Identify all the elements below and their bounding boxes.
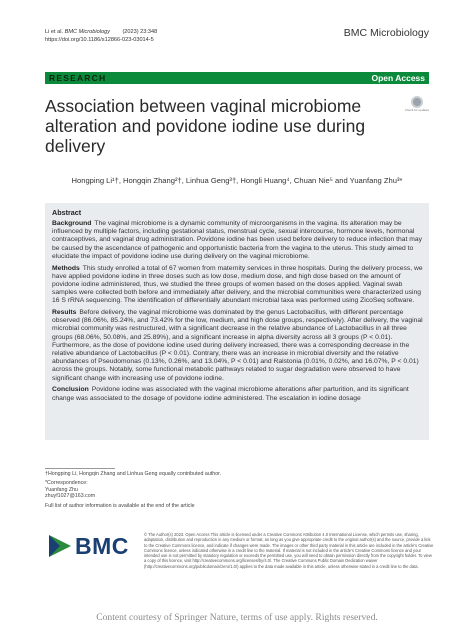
abstract-results: [52, 309, 424, 383]
abstract-box: [45, 203, 429, 440]
abstract-conclusion: [52, 386, 424, 402]
methods-text: This study enrolled a total of 67 women from maternity services in three hospitals. During the delivery process, we have applied povidone iodine in three doses such as low dose, medium dose, and high dose based on the amount of povidone iodine administered, thus, we studied the three groups of women based on the doses applied. Vaginal swab samples were collected both before and immediately after delivery, and the microbial communities were characterized using 16 S rRNA sequencing. The identification of differentially abundant microbial taxa was performed using ZicoSeq software.: [52, 264, 423, 305]
correspondence-name: Yuanfang Zhu: [45, 486, 78, 493]
bmc-logo-text: BMC: [75, 533, 129, 559]
courtesy-notice: Content courtesy of Springer Nature, terms of use apply. Rights reserved.: [96, 612, 378, 623]
journal-name: BMC Microbiology: [343, 27, 429, 39]
check-for-updates-caption: Check for updates: [404, 108, 430, 112]
citation-authors: Li et al.: [45, 29, 64, 35]
bmc-triangle-logo: [47, 531, 73, 561]
bmc-logo: [47, 531, 137, 561]
article-category: RESEARCH: [49, 73, 107, 83]
footnote-divider: [45, 468, 115, 469]
conclusion-label: Conclusion: [52, 386, 89, 394]
author-info-note: Full list of author information is available at the end of the article: [45, 502, 195, 509]
equal-contribution-note: †Hongping Li, Hongqin Zhang and Linhua Geng equally contributed author.: [45, 470, 222, 477]
article-type-banner: [45, 72, 429, 84]
article-title: Association between vaginal microbiome alteration and povidone iodine use during delivery: [45, 96, 366, 156]
background-label: Background: [52, 220, 92, 227]
citation-journal: BMC Microbiology: [64, 29, 110, 35]
doi-link[interactable]: https://doi.org/10.1186/s12866-023-03014-5: [45, 36, 154, 43]
check-for-updates-icon: [411, 96, 423, 108]
correspondence-block: [45, 480, 285, 500]
abstract-background: [52, 220, 424, 261]
check-for-updates-badge[interactable]: [404, 96, 430, 116]
methods-label: Methods: [52, 264, 80, 272]
citation-year-volume: (2023) 23:348: [122, 29, 158, 35]
conclusion-text: Povidone iodine was associated with the vaginal microbiome alterations after parturition, and its significant change was associated to the dosage of povidone iodine administered. The escalation in iodine dosage: [52, 386, 409, 402]
correspondence-email[interactable]: zhuyf1027@163.com: [45, 493, 96, 500]
citation-header: [45, 29, 157, 44]
results-label: Results: [52, 309, 77, 317]
author-list: Hongping Li¹†, Hongqin Zhang²†, Linhua Geng³†, Hongli Huang⁴, Chuan Nie⁵ and Yuanfang Zhu³*: [71, 176, 403, 185]
footnotes: [45, 468, 285, 510]
results-text: Before delivery, the vaginal microbiome was dominated by the genus Lactobacillus, with different percentage observed (86.06%, 85.24%, and 73.42% for the low, medium, and high dose groups, respectively). After delivery, the vaginal microbial community was restructured, with a significant decrease in the relative abundance of Lactobacillus in all three groups (68.06%, 50.08%, and 25.89%), and a significant increase in alpha diversity across all 3 groups (P < 0.01). Furthermore, as the dose of povidone iodine used during delivery increased, there was a corresponding decrease in the relative abundance of Lactobacillus (P < 0.01). Contrary, there was an increase in microbial diversity and the relative abundances of Pseudomonas (0.13%, 0.26%, and 13.04%, P < 0.01) and Ralstonia (0.01%, 0.02%, and 16.07%, P < 0.01) across the groups. Notably, some functional metabolic pathways related to sugar degradation were observed to have significant change with increasing use of povidone iodine.: [52, 309, 423, 382]
license-text: © The Author(s) 2023. Open Access This article is licensed under a Creative Commons Attribution 4.0 International License, which permits use, sharing, adaptation, distribution and reproduction in any medium or format, as long as you give appropriate credit to the original author(s) and the source, provide a link to the Creative Commons licence, and indicate if changes were made. The images or other third party material in this article are included in the article's Creative Commons licence, unless indicated otherwise in a credit line to the material. If material is not included in the article's Creative Commons licence and your intended use is not permitted by statutory regulation or exceeds the permitted use, you will need to obtain permission directly from the copyright holder. To view a copy of this licence, visit http://creativecommons.org/licenses/by/4.0/. The Creative Commons Public Domain Dedication waiver (http://creativecommons.org/publicdomain/zero/1.0/) applies to the data made available in this article, unless otherwise stated in a credit line to the data.: [144, 532, 434, 569]
background-text: The vaginal microbiome is a dynamic community of microorganisms in the vagina. Its alteration may be influenced by multiple factors, including gestational status, menstrual cycle, sexual intercourse, hormone levels, hormonal contraceptives, and vaginal drug administration. Povidone iodine has been used before delivery to reduce infection that may be caused by the ascendance of pathogenic and opportunistic bacteria from the vagina to the uterus. This study aimed to elucidate the impact of povidone iodine use during delivery on the vaginal microbiome.: [52, 220, 422, 260]
correspondence-label: *Correspondence:: [45, 480, 88, 487]
abstract-heading: Abstract: [52, 208, 82, 217]
abstract-methods: [52, 265, 424, 306]
open-access-label: Open Access: [371, 73, 425, 83]
